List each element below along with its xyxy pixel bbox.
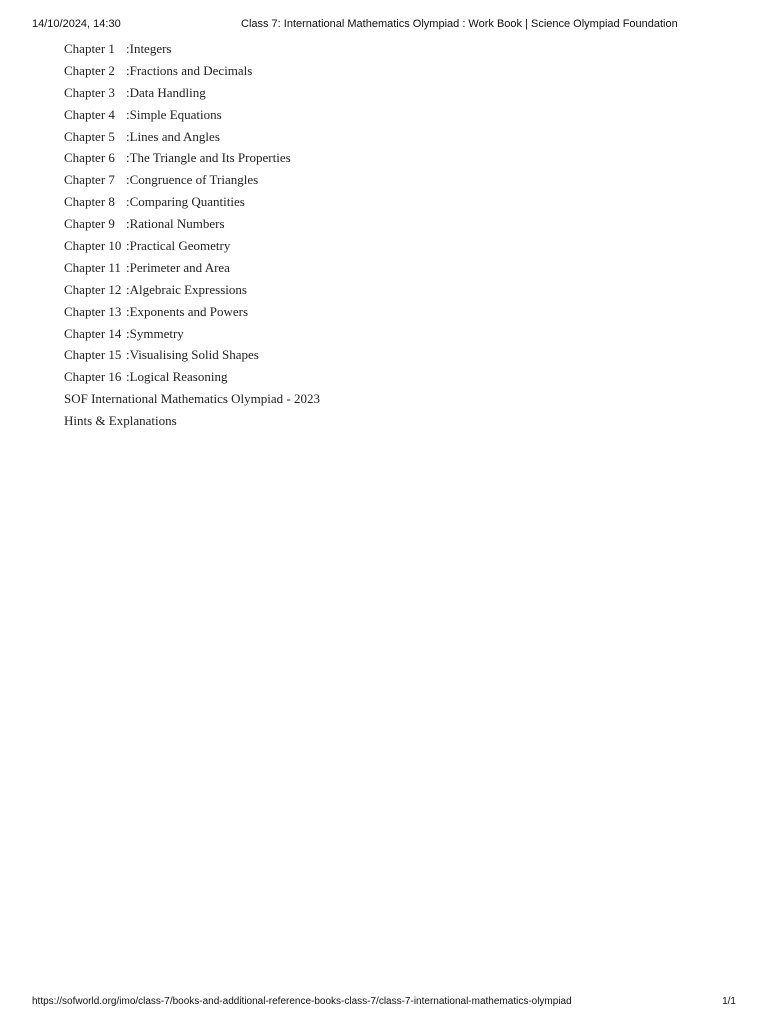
chapter-title: :Rational Numbers <box>126 216 225 232</box>
toc-item <box>64 323 320 345</box>
chapter-title: :Visualising Solid Shapes <box>126 347 259 363</box>
toc-item <box>64 104 320 126</box>
chapter-number: Chapter 9 <box>64 216 115 232</box>
chapter-number: Chapter 3 <box>64 84 115 100</box>
toc-item <box>64 191 320 213</box>
chapter-number: Chapter 1 <box>64 41 115 56</box>
chapter-number: Chapter 6 <box>64 150 115 166</box>
toc-item <box>64 279 320 301</box>
chapter-title: :Perimeter and Area <box>126 259 230 275</box>
toc-extra-item: Hints & Explanations <box>64 413 177 429</box>
toc-item <box>64 60 320 82</box>
chapter-title: :Lines and Angles <box>126 128 220 144</box>
chapter-title: :Logical Reasoning <box>126 369 228 385</box>
toc-item <box>64 147 320 169</box>
toc-item <box>64 213 320 235</box>
chapter-title: :Congruence of Triangles <box>126 172 259 188</box>
toc-extra-item: SOF International Mathematics Olympiad - 2023 <box>64 391 320 407</box>
toc-item <box>64 235 320 257</box>
chapter-number: Chapter 12 <box>64 281 122 297</box>
toc-item <box>64 82 320 104</box>
chapter-title: :Fractions and Decimals <box>126 62 253 78</box>
chapter-title: :Data Handling <box>126 84 206 100</box>
page-title: Class 7: International Mathematics Olympiad : Work Book | Science Olympiad Foundation <box>241 18 678 30</box>
chapter-title: :Exponents and Powers <box>126 303 249 319</box>
toc-item <box>64 257 320 279</box>
toc-item <box>64 126 320 148</box>
chapter-number: Chapter 5 <box>64 128 115 144</box>
chapter-title: :Integers <box>126 41 172 56</box>
toc-item <box>64 301 320 323</box>
toc-item <box>64 366 320 388</box>
chapter-title: :The Triangle and Its Properties <box>126 150 291 166</box>
chapter-number: Chapter 16 <box>64 369 122 385</box>
chapter-title: :Symmetry <box>126 325 184 341</box>
chapter-title: :Practical Geometry <box>126 238 231 254</box>
table-of-contents <box>64 38 320 432</box>
chapter-title: :Simple Equations <box>126 106 222 122</box>
chapter-number: Chapter 15 <box>64 347 122 363</box>
toc-item <box>64 344 320 366</box>
chapter-number: Chapter 13 <box>64 303 122 319</box>
toc-item <box>64 38 320 60</box>
print-datetime: 14/10/2024, 14:30 <box>32 18 121 30</box>
chapter-number: Chapter 4 <box>64 106 115 122</box>
chapter-number: Chapter 7 <box>64 172 115 188</box>
page-url: https://sofworld.org/imo/class-7/books-and-additional-reference-books-class-7/class-7-international-mathematics-olympiad <box>32 996 572 1007</box>
chapter-title: :Comparing Quantities <box>126 194 245 210</box>
chapter-number: Chapter 8 <box>64 194 115 210</box>
chapter-title: :Algebraic Expressions <box>126 281 247 297</box>
chapter-number: Chapter 11 <box>64 259 121 275</box>
print-header <box>32 17 736 31</box>
print-footer <box>32 995 736 1009</box>
toc-item <box>64 169 320 191</box>
chapter-number: Chapter 10 <box>64 238 122 254</box>
chapter-number: Chapter 14 <box>64 325 122 341</box>
chapter-number: Chapter 2 <box>64 62 115 78</box>
page-number: 1/1 <box>722 996 736 1007</box>
